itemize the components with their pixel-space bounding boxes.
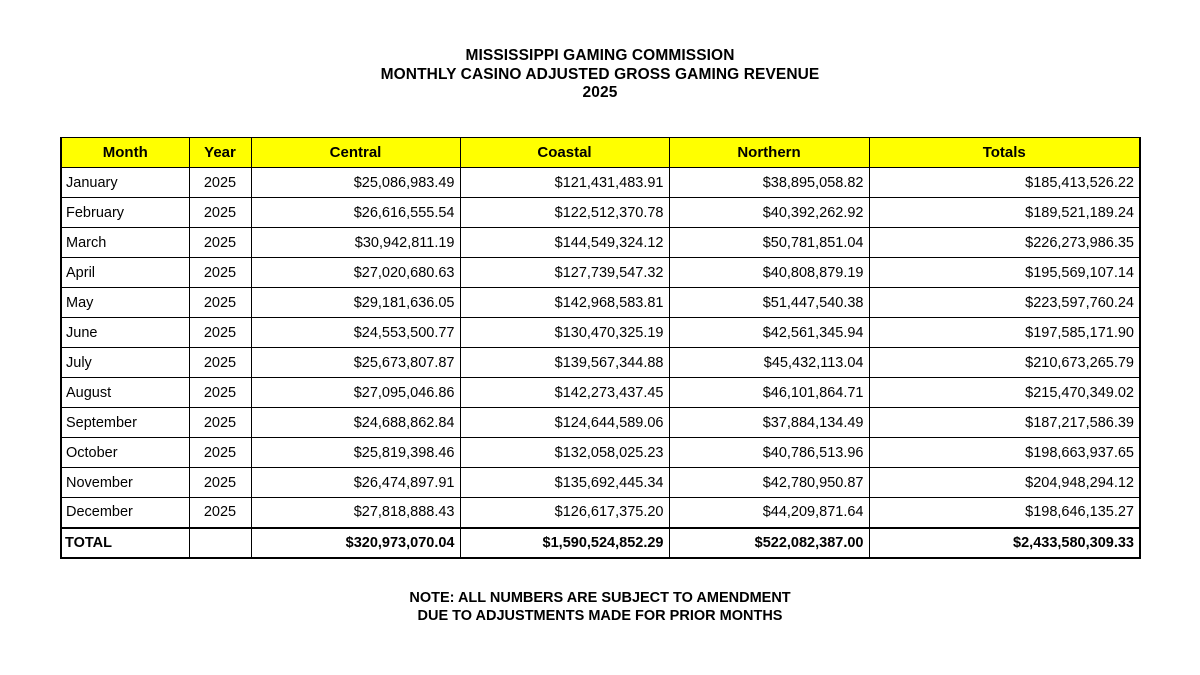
cell-totals: $223,597,760.24 xyxy=(869,288,1140,318)
table-header-row xyxy=(61,138,1140,168)
table-header xyxy=(61,138,1140,168)
footnote-line-2: DUE TO ADJUSTMENTS MADE FOR PRIOR MONTHS xyxy=(417,608,783,624)
cell-central: $25,819,398.46 xyxy=(251,438,460,468)
cell-central: $30,942,811.19 xyxy=(251,228,460,258)
table-row xyxy=(61,498,1140,528)
cell-coastal: $142,273,437.45 xyxy=(460,378,669,408)
column-header-coastal[interactable]: Coastal xyxy=(460,138,669,168)
cell-coastal: $144,549,324.12 xyxy=(460,228,669,258)
footnote-block xyxy=(0,589,1200,625)
cell-year: 2025 xyxy=(189,318,251,348)
cell-month: December xyxy=(61,498,189,528)
cell-year: 2025 xyxy=(189,498,251,528)
cell-totals: $204,948,294.12 xyxy=(869,468,1140,498)
cell-northern: $42,780,950.87 xyxy=(669,468,869,498)
cell-central: $27,095,046.86 xyxy=(251,378,460,408)
cell-year: 2025 xyxy=(189,378,251,408)
cell-coastal: $130,470,325.19 xyxy=(460,318,669,348)
cell-coastal: $126,617,375.20 xyxy=(460,498,669,528)
cell-month: March xyxy=(61,228,189,258)
cell-coastal: $142,968,583.81 xyxy=(460,288,669,318)
cell-northern: $46,101,864.71 xyxy=(669,378,869,408)
column-header-northern[interactable]: Northern xyxy=(669,138,869,168)
table-row xyxy=(61,288,1140,318)
revenue-table xyxy=(60,137,1141,559)
cell-northern: $45,432,113.04 xyxy=(669,348,869,378)
cell-year: 2025 xyxy=(189,228,251,258)
cell-coastal: $132,058,025.23 xyxy=(460,438,669,468)
cell-northern: $50,781,851.04 xyxy=(669,228,869,258)
cell-coastal: $135,692,445.34 xyxy=(460,468,669,498)
document-title-block xyxy=(0,47,1200,103)
cell-year: 2025 xyxy=(189,438,251,468)
cell-month: July xyxy=(61,348,189,378)
table-row xyxy=(61,408,1140,438)
table-row xyxy=(61,258,1140,288)
cell-northern: $40,808,879.19 xyxy=(669,258,869,288)
revenue-table-container xyxy=(60,137,1139,559)
cell-central: $24,553,500.77 xyxy=(251,318,460,348)
cell-totals: $215,470,349.02 xyxy=(869,378,1140,408)
total-year-empty xyxy=(189,528,251,558)
cell-northern: $38,895,058.82 xyxy=(669,168,869,198)
cell-totals: $185,413,526.22 xyxy=(869,168,1140,198)
total-northern: $522,082,387.00 xyxy=(669,528,869,558)
cell-totals: $226,273,986.35 xyxy=(869,228,1140,258)
cell-month: February xyxy=(61,198,189,228)
total-label: TOTAL xyxy=(61,528,189,558)
cell-coastal: $121,431,483.91 xyxy=(460,168,669,198)
cell-northern: $51,447,540.38 xyxy=(669,288,869,318)
cell-northern: $40,392,262.92 xyxy=(669,198,869,228)
cell-month: May xyxy=(61,288,189,318)
column-header-month[interactable]: Month xyxy=(61,138,189,168)
cell-month: January xyxy=(61,168,189,198)
cell-central: $26,474,897.91 xyxy=(251,468,460,498)
cell-month: August xyxy=(61,378,189,408)
cell-year: 2025 xyxy=(189,468,251,498)
cell-central: $24,688,862.84 xyxy=(251,408,460,438)
cell-year: 2025 xyxy=(189,258,251,288)
cell-month: April xyxy=(61,258,189,288)
cell-coastal: $127,739,547.32 xyxy=(460,258,669,288)
table-row xyxy=(61,378,1140,408)
cell-central: $25,673,807.87 xyxy=(251,348,460,378)
page-title-line-3: 2025 xyxy=(582,84,618,101)
cell-totals: $198,646,135.27 xyxy=(869,498,1140,528)
table-total-row xyxy=(61,528,1140,558)
cell-coastal: $139,567,344.88 xyxy=(460,348,669,378)
page-title-line-1: MISSISSIPPI GAMING COMMISSION xyxy=(465,47,735,64)
cell-month: November xyxy=(61,468,189,498)
column-header-totals[interactable]: Totals xyxy=(869,138,1140,168)
cell-totals: $195,569,107.14 xyxy=(869,258,1140,288)
table-row xyxy=(61,468,1140,498)
total-grand: $2,433,580,309.33 xyxy=(869,528,1140,558)
cell-coastal: $122,512,370.78 xyxy=(460,198,669,228)
column-header-central[interactable]: Central xyxy=(251,138,460,168)
table-row xyxy=(61,168,1140,198)
footnote-line-1: NOTE: ALL NUMBERS ARE SUBJECT TO AMENDMENT xyxy=(409,590,791,606)
table-row xyxy=(61,348,1140,378)
cell-coastal: $124,644,589.06 xyxy=(460,408,669,438)
cell-totals: $197,585,171.90 xyxy=(869,318,1140,348)
page-title-line-2: MONTHLY CASINO ADJUSTED GROSS GAMING REVENUE xyxy=(380,65,820,83)
cell-year: 2025 xyxy=(189,288,251,318)
cell-northern: $42,561,345.94 xyxy=(669,318,869,348)
table-row xyxy=(61,228,1140,258)
cell-year: 2025 xyxy=(189,198,251,228)
cell-totals: $187,217,586.39 xyxy=(869,408,1140,438)
cell-month: October xyxy=(61,438,189,468)
table-row xyxy=(61,438,1140,468)
cell-month: September xyxy=(61,408,189,438)
total-central: $320,973,070.04 xyxy=(251,528,460,558)
cell-month: June xyxy=(61,318,189,348)
cell-year: 2025 xyxy=(189,168,251,198)
table-row xyxy=(61,198,1140,228)
total-coastal: $1,590,524,852.29 xyxy=(460,528,669,558)
cell-central: $27,818,888.43 xyxy=(251,498,460,528)
cell-northern: $40,786,513.96 xyxy=(669,438,869,468)
cell-central: $25,086,983.49 xyxy=(251,168,460,198)
cell-central: $26,616,555.54 xyxy=(251,198,460,228)
cell-year: 2025 xyxy=(189,408,251,438)
cell-totals: $189,521,189.24 xyxy=(869,198,1140,228)
cell-central: $29,181,636.05 xyxy=(251,288,460,318)
cell-totals: $198,663,937.65 xyxy=(869,438,1140,468)
cell-year: 2025 xyxy=(189,348,251,378)
cell-northern: $37,884,134.49 xyxy=(669,408,869,438)
table-row xyxy=(61,318,1140,348)
cell-central: $27,020,680.63 xyxy=(251,258,460,288)
cell-northern: $44,209,871.64 xyxy=(669,498,869,528)
cell-totals: $210,673,265.79 xyxy=(869,348,1140,378)
table-body xyxy=(61,168,1140,558)
column-header-year[interactable]: Year xyxy=(189,138,251,168)
